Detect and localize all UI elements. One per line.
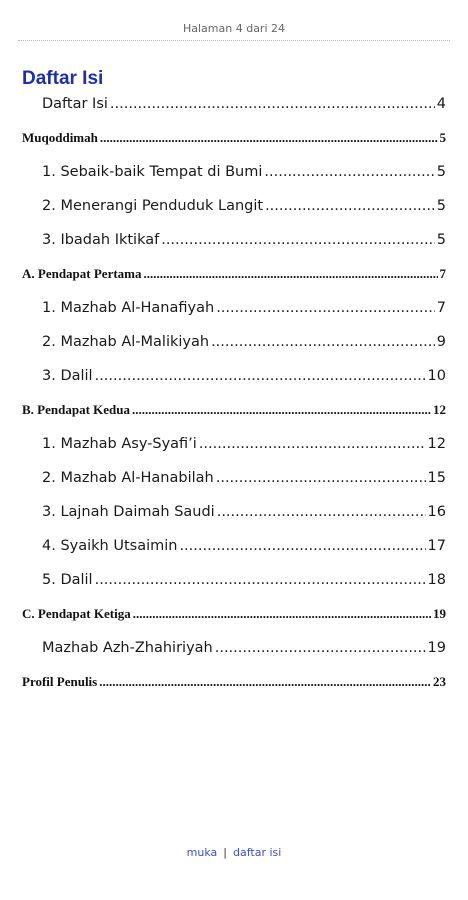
toc-entry[interactable] — [0, 198, 468, 214]
toc-entry[interactable] — [0, 368, 468, 384]
toc-entry-label: 3. Ibadah Iktikaf — [42, 232, 160, 248]
toc-entry-page: 19 — [427, 640, 446, 656]
dot-leader — [99, 674, 431, 690]
toc-entry-label: 2. Mazhab Al-Malikiyah — [42, 334, 210, 350]
toc-entry-label: 3. Lajnah Daimah Saudi — [42, 504, 215, 520]
toc-entry[interactable] — [0, 436, 468, 452]
toc-link[interactable]: daftar isi — [233, 846, 282, 859]
toc-entry[interactable] — [0, 470, 468, 486]
dot-leader — [179, 538, 425, 554]
toc-entry-label: Mazhab Azh-Zhahiriyah — [42, 640, 213, 656]
toc-entry-label: 2. Menerangi Penduduk Langit — [42, 198, 264, 214]
toc-entry[interactable] — [0, 334, 468, 350]
home-link[interactable]: muka — [186, 846, 218, 859]
toc-entry-page: 4 — [436, 96, 446, 112]
toc-entry-page: 12 — [427, 436, 446, 452]
toc-entry-page: 5 — [436, 164, 446, 180]
dot-leader — [216, 300, 435, 316]
dot-leader — [264, 164, 434, 180]
toc-entry[interactable] — [0, 300, 468, 316]
toc-section-entry[interactable] — [0, 402, 468, 418]
toc-entry-page: 10 — [427, 368, 446, 384]
dot-leader — [211, 334, 435, 350]
toc-entry-page: 12 — [433, 402, 446, 417]
toc-entry-label: Daftar Isi — [42, 96, 108, 112]
header-divider — [18, 40, 450, 41]
toc-section-entry[interactable] — [0, 606, 468, 622]
footer-separator: | — [223, 846, 227, 859]
toc-entry[interactable] — [0, 504, 468, 520]
toc-section-entry[interactable] — [0, 130, 468, 146]
dot-leader — [110, 96, 435, 112]
dot-leader — [217, 504, 426, 520]
toc-entry-label: Profil Penulis — [22, 674, 98, 689]
toc-entry-page: 16 — [427, 504, 446, 520]
toc-entry-page: 19 — [433, 606, 446, 621]
toc-entry-label: 5. Dalil — [42, 572, 93, 588]
toc-entry-label: 1. Mazhab Asy-Syafi’i — [42, 436, 197, 452]
page-indicator: Halaman 4 dari 24 — [182, 22, 286, 35]
toc-entry-label: 3. Dalil — [42, 368, 93, 384]
toc-entry-page: 18 — [427, 572, 446, 588]
toc-entry-page: 17 — [427, 538, 446, 554]
toc-entry-page: 23 — [433, 674, 446, 689]
toc-entry-label: 2. Mazhab Al-Hanabilah — [42, 470, 214, 486]
dot-leader — [133, 606, 431, 622]
toc-entry[interactable] — [0, 164, 468, 180]
toc-entry-label: C. Pendapat Ketiga — [22, 606, 131, 621]
toc-entry-page: 9 — [436, 334, 446, 350]
toc-entry-label: B. Pendapat Kedua — [22, 402, 130, 417]
toc-entry-page: 7 — [439, 266, 446, 281]
toc-entry-label: A. Pendapat Pertama — [22, 266, 142, 281]
footer-nav — [0, 846, 468, 859]
toc-entry[interactable] — [0, 572, 468, 588]
dot-leader — [215, 640, 426, 656]
toc-entry-page: 15 — [427, 470, 446, 486]
toc-entry-page: 5 — [436, 232, 446, 248]
dot-leader — [132, 402, 431, 418]
dot-leader — [265, 198, 435, 214]
toc-section-entry[interactable] — [0, 674, 468, 690]
dot-leader — [216, 470, 426, 486]
toc-entry[interactable] — [0, 538, 468, 554]
dot-leader — [161, 232, 435, 248]
dot-leader — [199, 436, 426, 452]
dot-leader — [95, 572, 426, 588]
toc-entry[interactable] — [0, 96, 468, 112]
toc-entry-label: 4. Syaikh Utsaimin — [42, 538, 178, 554]
toc-entry-page: 5 — [436, 198, 446, 214]
dot-leader — [144, 266, 438, 282]
toc-title: Daftar Isi — [22, 68, 104, 89]
toc-entry-label: Muqoddimah — [22, 130, 98, 145]
toc-entry[interactable] — [0, 640, 468, 656]
toc-entry-page: 5 — [439, 130, 446, 145]
toc-section-entry[interactable] — [0, 266, 468, 282]
toc-entry-label: 1. Sebaik-baik Tempat di Bumi — [42, 164, 263, 180]
dot-leader — [100, 130, 438, 146]
toc-entry-label: 1. Mazhab Al-Hanafiyah — [42, 300, 215, 316]
toc-entry-page: 7 — [436, 300, 446, 316]
toc-entry[interactable] — [0, 232, 468, 248]
dot-leader — [95, 368, 426, 384]
